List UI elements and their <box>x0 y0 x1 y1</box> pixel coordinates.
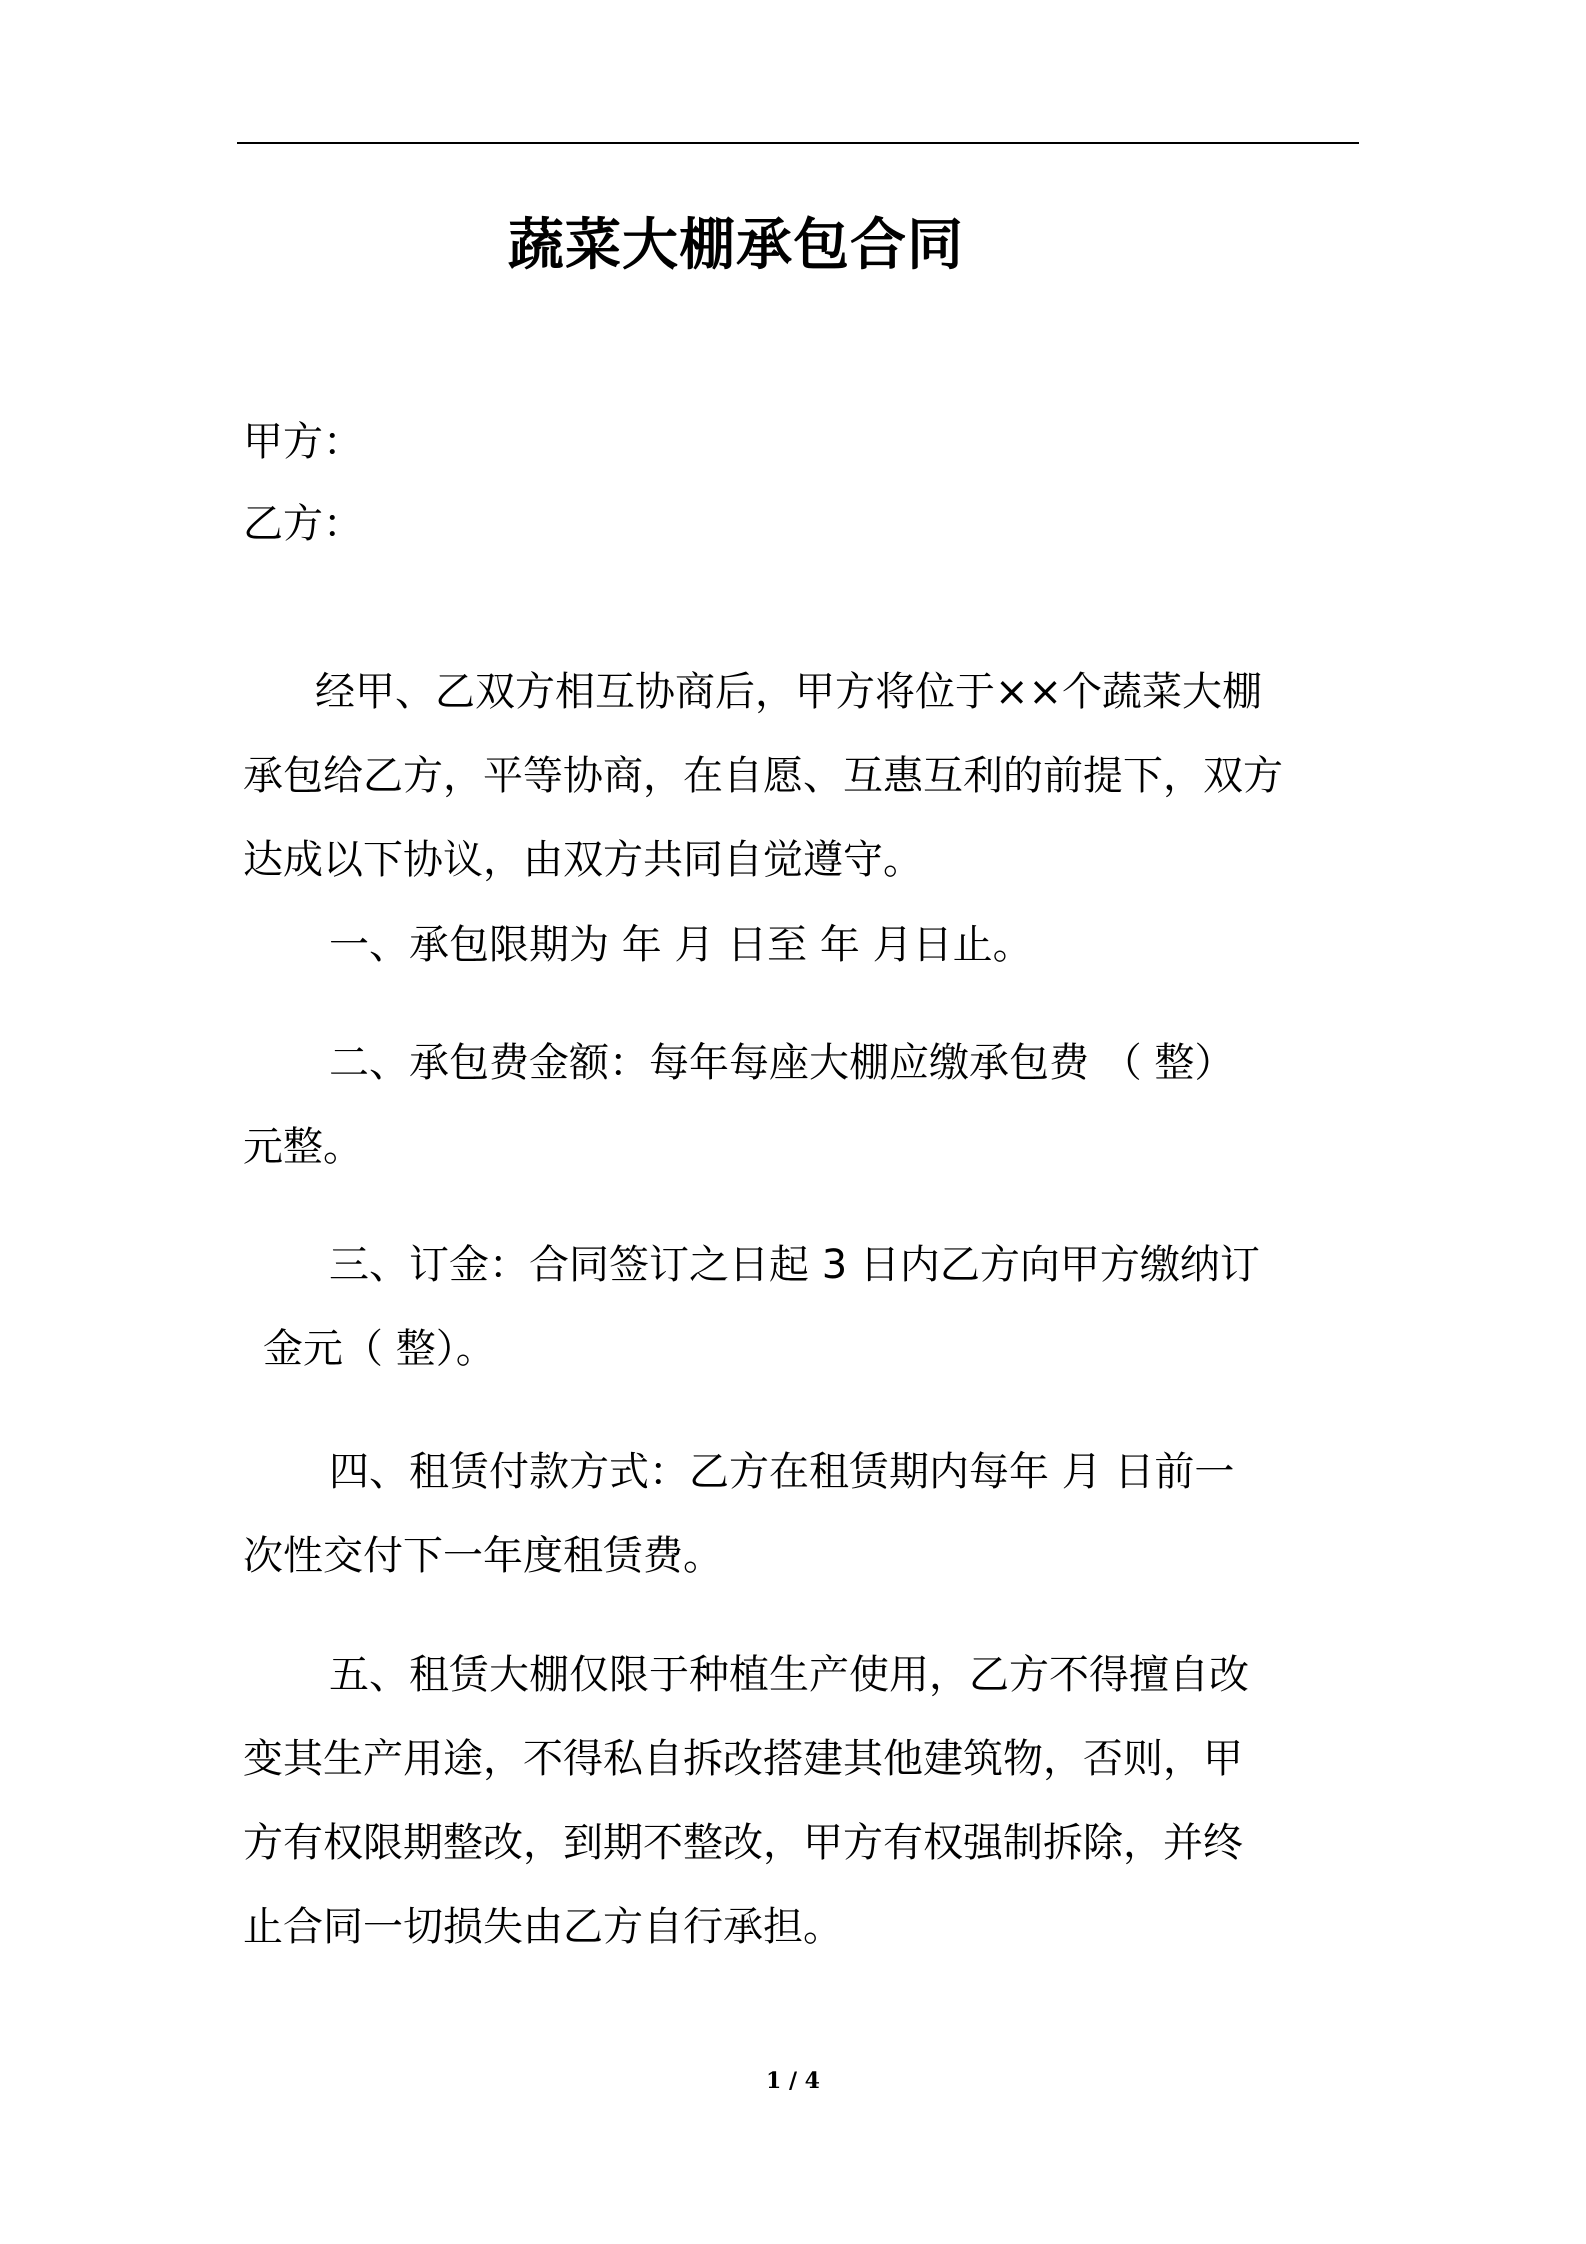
paragraph-line: 变其生产用途，不得私自拆改搭建其他建筑物，否则，甲 <box>243 1736 1243 1782</box>
paragraph-line: 一、承包限期为 年 月 日至 年 月日止。 <box>329 922 1033 968</box>
party-a-label: 甲方： <box>243 419 363 465</box>
clause-3-deposit <box>243 1223 1358 1391</box>
paragraph-line: 三、订金：合同签订之日起 3 日内乙方向甲方缴纳订 <box>329 1242 1260 1288</box>
clause-4-payment <box>243 1430 1358 1598</box>
clause-5-usage <box>243 1633 1358 1969</box>
paragraph-line: 方有权限期整改，到期不整改，甲方有权强制拆除，并终 <box>243 1820 1243 1866</box>
paragraph-line: 二、承包费金额：每年每座大棚应缴承包费 （ 整） <box>329 1040 1235 1086</box>
paragraph-line: 四、租赁付款方式：乙方在租赁期内每年 月 日前一 <box>329 1449 1235 1495</box>
intro-paragraph <box>243 650 1358 902</box>
paragraph-line: 金元（ 整）。 <box>263 1326 496 1372</box>
paragraph-line: 经甲、乙双方相互协商后，甲方将位于××个蔬菜大棚 <box>315 669 1263 715</box>
page-number: 1 / 4 <box>766 2068 820 2094</box>
paragraph-line: 达成以下协议，由双方共同自觉遵守。 <box>243 837 923 883</box>
clause-2-fee <box>243 1021 1358 1189</box>
paragraph-line: 五、租赁大棚仅限于种植生产使用，乙方不得擅自改 <box>329 1652 1249 1698</box>
party-b-label: 乙方： <box>243 501 363 547</box>
header-rule <box>237 142 1359 144</box>
document-title: 蔬菜大棚承包合同 <box>508 213 964 278</box>
clause-1-term <box>243 903 1358 987</box>
paragraph-line: 次性交付下一年度租赁费。 <box>243 1533 723 1579</box>
paragraph-line: 止合同一切损失由乙方自行承担。 <box>243 1904 843 1950</box>
paragraph-line: 元整。 <box>243 1124 363 1170</box>
paragraph-line: 承包给乙方，平等协商，在自愿、互惠互利的前提下，双方 <box>243 753 1283 799</box>
